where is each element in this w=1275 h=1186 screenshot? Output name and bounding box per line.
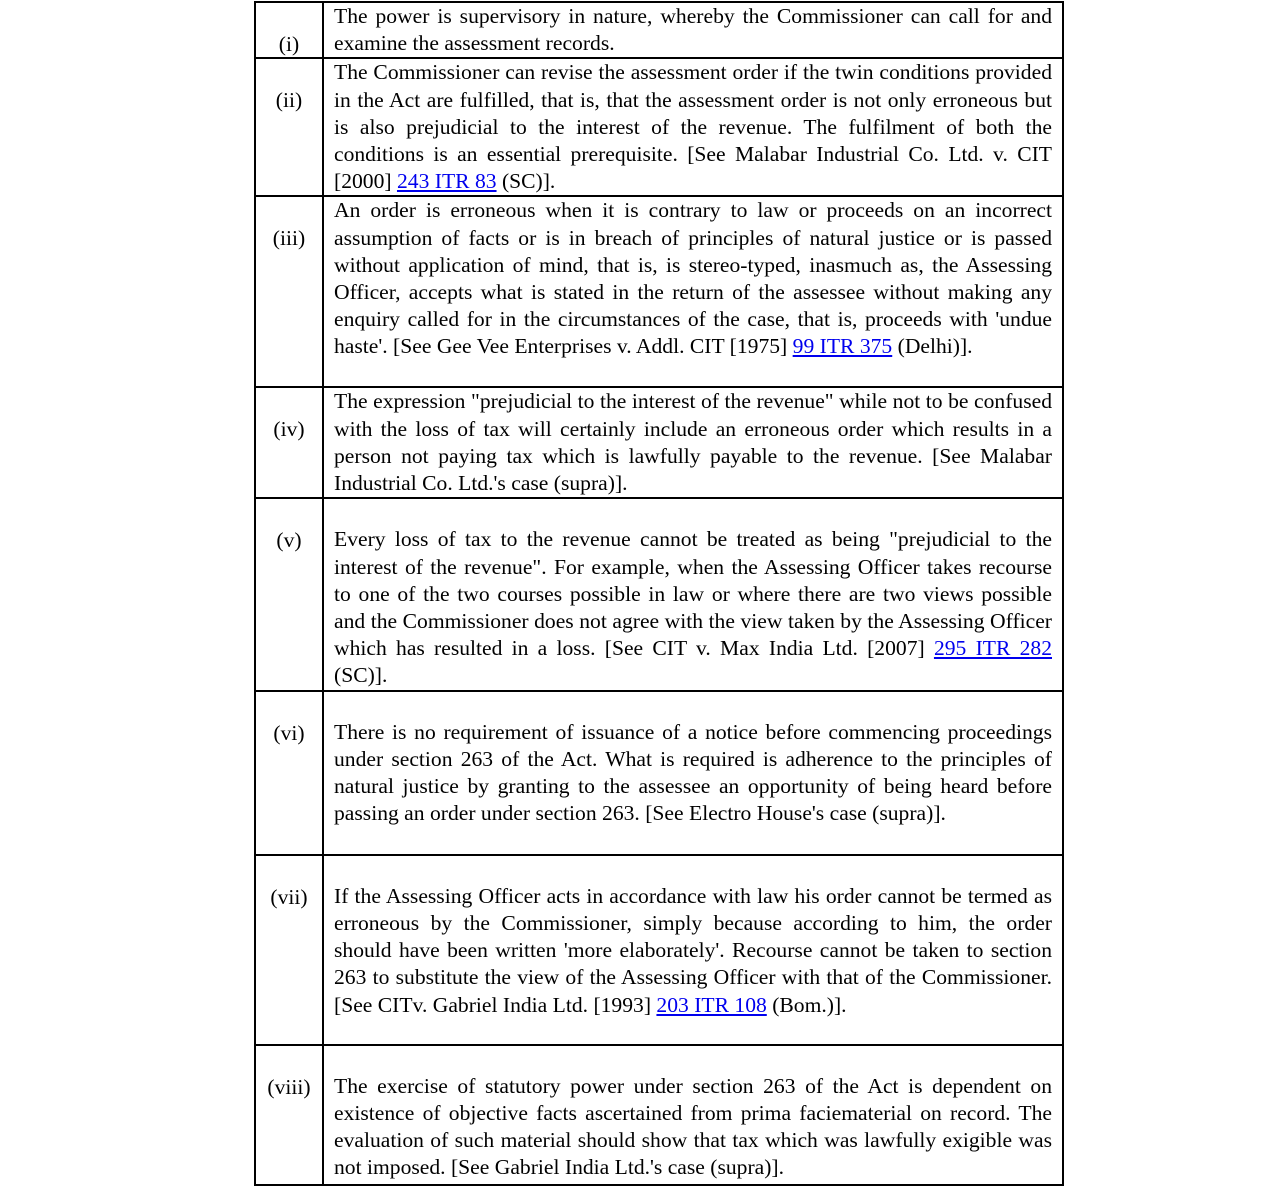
row-number: (iv): [273, 417, 305, 442]
row-number-cell: [255, 691, 323, 855]
citation-link[interactable]: 203 ITR 108: [656, 992, 767, 1017]
row-number: (vi): [273, 720, 305, 745]
table-row: [255, 2, 1063, 58]
row-text-cell: [323, 1045, 1063, 1185]
table-row: [255, 387, 1063, 498]
row-number-cell: [255, 196, 323, 387]
row-number: (viii): [267, 1074, 311, 1099]
row-number: (iii): [272, 226, 306, 251]
row-text-suffix: (SC)].: [496, 169, 556, 194]
row-number-cell: [255, 498, 323, 690]
table-row: [255, 1045, 1063, 1185]
row-number-cell: [255, 1045, 323, 1185]
blank-line: [334, 1046, 1052, 1073]
row-text-cell: [323, 855, 1063, 1045]
row-text-cell: [323, 498, 1063, 690]
row-number-cell: [255, 387, 323, 498]
row-text-suffix: (SC)].: [334, 663, 388, 688]
row-text-cell: [323, 691, 1063, 855]
row-text-cell: [323, 196, 1063, 387]
row-number: (ii): [275, 88, 303, 113]
blank-line: [334, 692, 1052, 719]
row-number: (v): [276, 528, 302, 553]
citation-link[interactable]: 99 ITR 375: [792, 334, 893, 359]
citation-link[interactable]: 243 ITR 83: [396, 169, 497, 194]
row-text: The expression "prejudicial to the interest of the revenue" while not to be confused with the loss of tax will certainly include an erroneous order which results in a person not paying tax which is lawfully payable to the revenue. [See Malabar Industrial Co. Ltd.'s case (supra)].: [334, 389, 1052, 496]
citation-link[interactable]: 295 ITR 282: [933, 636, 1052, 661]
row-text-cell: [323, 387, 1063, 498]
row-text: The power is supervisory in nature, whereby the Commissioner can call for and examine the assessment records.: [334, 4, 1052, 56]
table-row: [255, 691, 1063, 855]
row-text: An order is erroneous when it is contrary to law or proceeds on an incorrect assumption of facts or is in breach of principles of natural justice or is passed without application of mind, that is, is stereo-typed, inasmuch as, the Assessing Officer, accepts what is stated in the return of the assessee without making any enquiry called for in the circumstances of the case, that is, proceeds with 'undue haste'. [See Gee Vee Enterprises v. Addl. CIT [1975]: [334, 198, 1052, 359]
blank-line: [334, 856, 1052, 883]
row-text-cell: [323, 2, 1063, 58]
document-table: [254, 1, 1064, 1186]
blank-line: [334, 499, 1052, 526]
row-number: (vii): [270, 884, 308, 909]
row-text: The Commissioner can revise the assessment order if the twin conditions provided in the Act are fulfilled, that is, that the assessment order is not only erroneous but is also prejudicial to the interest of the revenue. The fulfilment of both the conditions is an essential prerequisite. [See Malabar Industrial Co. Ltd. v. CIT [2000]: [334, 60, 1052, 194]
row-text-suffix: (Bom.)].: [766, 992, 847, 1017]
row-text: Every loss of tax to the revenue cannot be treated as being "prejudicial to the interest of the revenue". For example, when the Assessing Officer takes recourse to one of the two courses possible in law or where there are two views possible and the Commissioner does not agree with the view taken by the Assessing Officer which has resulted in a loss. [See CIT v. Max India Ltd. [2007]: [334, 527, 1052, 661]
row-number: (i): [278, 32, 300, 56]
table-row: [255, 855, 1063, 1045]
row-text-cell: [323, 58, 1063, 196]
row-text-suffix: (Delhi)].: [892, 334, 973, 359]
row-text: If the Assessing Officer acts in accordance with law his order cannot be termed as erroneous by the Commissioner, simply because according to him, the order should have been written 'more elaborately'. Recourse cannot be taken to section 263 to substitute the view of the Assessing Officer with that of the Commissioner. [See CITv. Gabriel India Ltd. [1993]: [334, 883, 1052, 1017]
table-row: [255, 196, 1063, 387]
row-number-cell: [255, 855, 323, 1045]
table-row: [255, 58, 1063, 196]
table-row: [255, 498, 1063, 690]
row-text: There is no requirement of issuance of a notice before commencing proceedings under section 263 of the Act. What is required is adherence to the principles of natural justice by granting to the assessee an opportunity of being heard before passing an order under section 263. [See Electro House's case (supra)].: [334, 719, 1052, 826]
row-text: The exercise of statutory power under section 263 of the Act is dependent on existence of objective facts ascertained from prima faciematerial on record. The evaluation of such material should show that tax which was lawfully exigible was not imposed. [See Gabriel India Ltd.'s case (supra)].: [334, 1073, 1052, 1180]
row-number-cell: [255, 2, 323, 58]
row-number-cell: [255, 58, 323, 196]
